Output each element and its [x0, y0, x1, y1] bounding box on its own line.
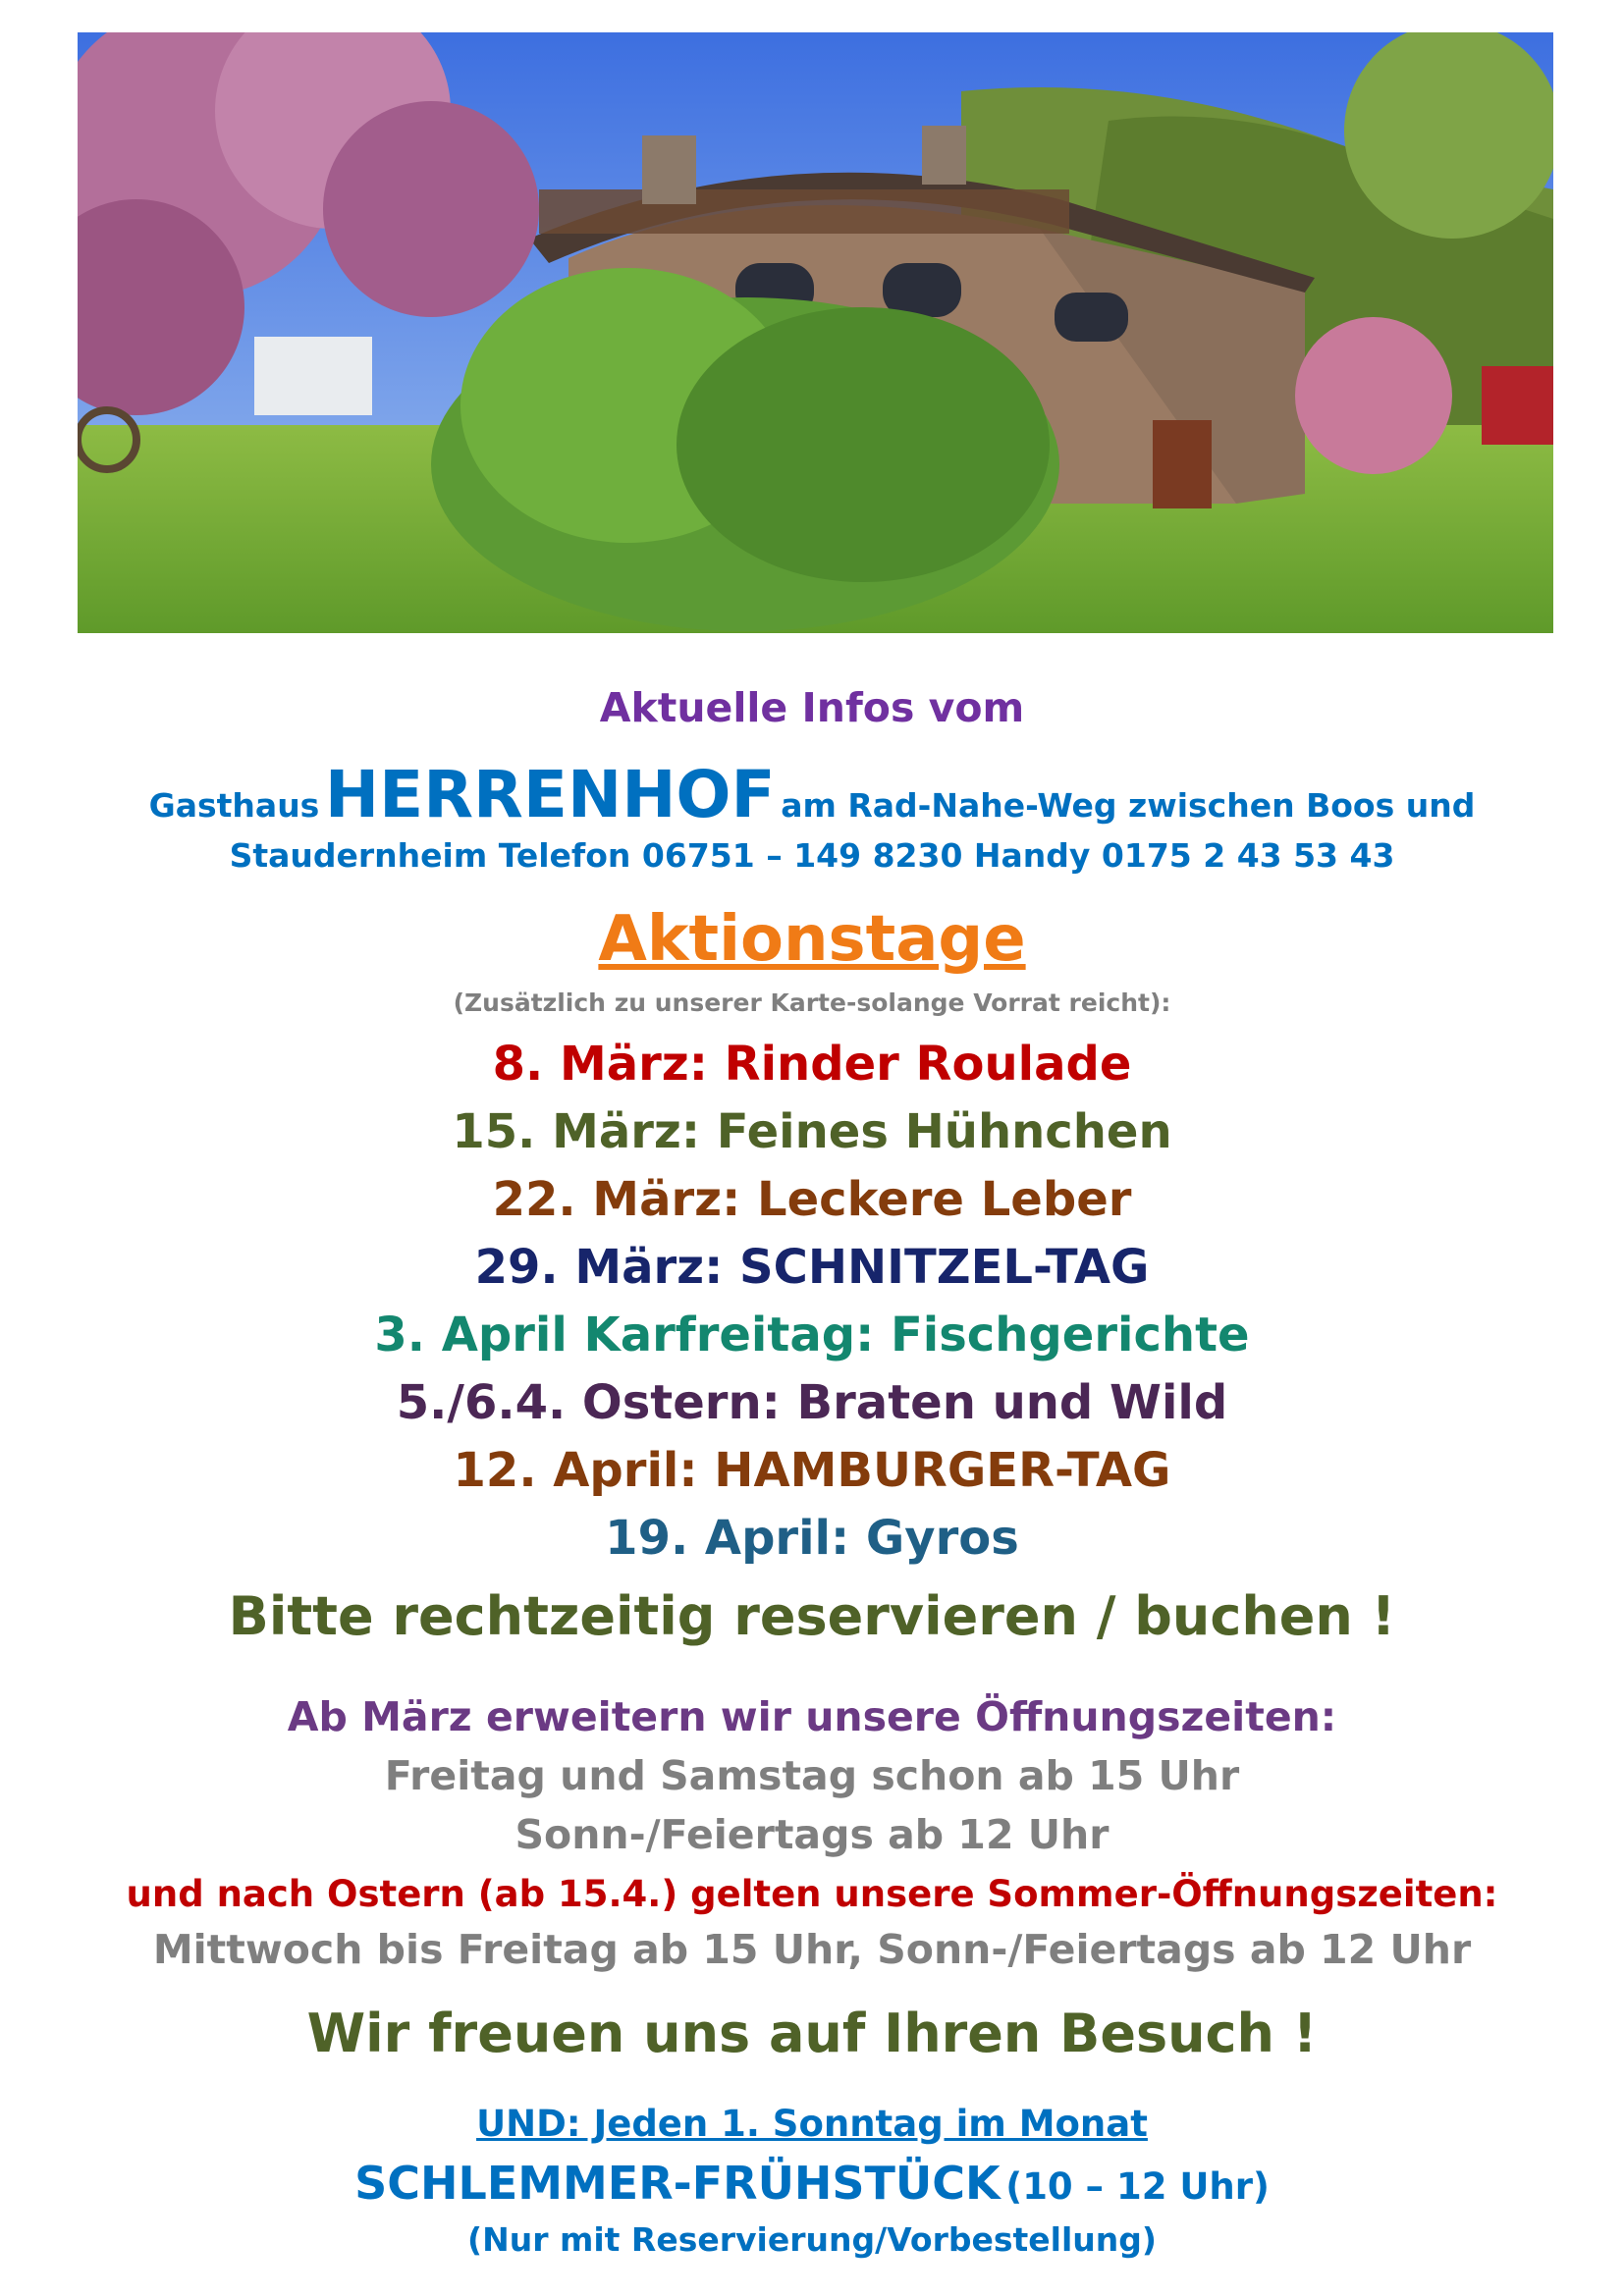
breakfast-title: SCHLEMMER-FRÜHSTÜCK	[354, 2157, 1001, 2210]
hours-intro: Ab März erweitern wir unsere Öffnungszeiten:	[287, 1693, 1337, 1740]
aktionstag-item: 3. April Karfreitag: Fischgerichte	[374, 1308, 1250, 1362]
reservation-note: Bitte rechtzeitig reservieren / buchen !	[228, 1585, 1396, 1647]
welcome-note: Wir freuen uns auf Ihren Besuch !	[306, 2002, 1318, 2064]
house-photo-illustration	[78, 32, 1553, 633]
aktionstag-item: 12. April: HAMBURGER-TAG	[453, 1443, 1171, 1498]
header-photo	[78, 32, 1553, 633]
breakfast-intro: UND: Jeden 1. Sonntag im Monat	[476, 2103, 1148, 2145]
hours-line-1: Freitag und Samstag schon ab 15 Uhr	[384, 1752, 1240, 1799]
aktionstag-item: 29. März: SCHNITZEL-TAG	[474, 1240, 1150, 1295]
restaurant-name: HERRENHOF	[324, 757, 776, 832]
summer-hours-intro: und nach Ostern (ab 15.4.) gelten unsere Sommer-Öffnungszeiten:	[126, 1873, 1498, 1915]
summer-hours-line: Mittwoch bis Freitag ab 15 Uhr, Sonn-/Feiertags ab 12 Uhr	[152, 1926, 1472, 1973]
aktionstag-item: 22. März: Leckere Leber	[492, 1172, 1132, 1227]
breakfast-headline	[0, 2153, 1624, 2224]
aktionstag-item: 15. März: Feines Hühnchen	[452, 1104, 1172, 1159]
aktionstag-item: 19. April: Gyros	[605, 1511, 1019, 1566]
breakfast-note: (Nur mit Reservierung/Vorbestellung)	[467, 2220, 1157, 2259]
gasthaus-label: Gasthaus	[148, 786, 320, 825]
info-heading: Aktuelle Infos vom	[599, 684, 1025, 731]
aktionstage-subtitle: (Zusätzlich zu unserer Karte-solange Vorrat reicht):	[453, 988, 1171, 1017]
breakfast-time: (10 – 12 Uhr)	[1005, 2165, 1270, 2208]
hours-line-2: Sonn-/Feiertags ab 12 Uhr	[514, 1811, 1110, 1858]
contact-line: Staudernheim Telefon 06751 – 149 8230 Handy 0175 2 43 53 43	[229, 836, 1395, 875]
aktionstag-item: 8. März: Rinder Roulade	[492, 1037, 1132, 1092]
aktionstage-title: Aktionstage	[598, 903, 1026, 976]
location-text: am Rad-Nahe-Weg zwischen Boos und	[781, 786, 1476, 825]
aktionstage-list	[0, 1031, 1624, 1573]
aktionstag-item: 5./6.4. Ostern: Braten und Wild	[396, 1375, 1228, 1430]
